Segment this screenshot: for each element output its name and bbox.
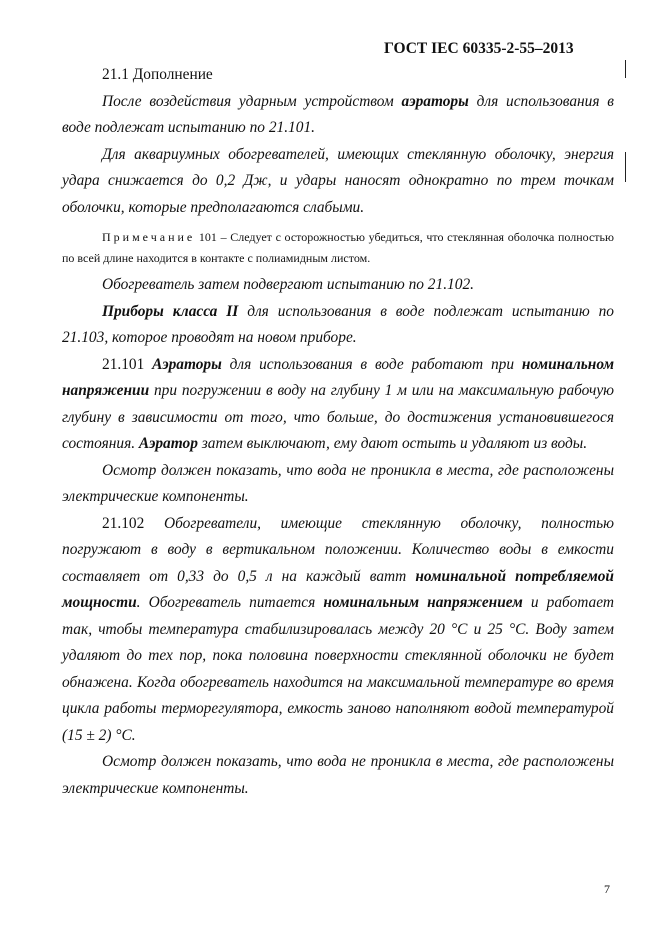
note: Примечание 101 – Следует с осторожностью убедиться, что стеклянная оболочка полностью по всей длине находится в контакте с полиамидным листом. bbox=[62, 230, 614, 265]
paragraph: Обогреватель затем подвергают испытанию по 21.102. bbox=[102, 276, 474, 293]
paragraph: Осмотр должен показать, что вода не проникла в места, где расположены электрические компоненты. bbox=[62, 753, 614, 797]
document-header: ГОСТ IEC 60335-2-55–2013 bbox=[384, 40, 574, 57]
document-body bbox=[62, 60, 614, 802]
paragraph: Для аквариумных обогревателей, имеющих стеклянную оболочку, энергия удара снижается до 0,2 Дж, и удары наносят однократно по трем точкам оболочки, которые предполагаются слабыми. bbox=[62, 145, 614, 216]
section-heading: 21.1 Дополнение bbox=[102, 66, 213, 83]
paragraph: 21.102 Обогреватели, имеющие стеклянную оболочку, полностью погружают в воду в вертикальном положении. Количество воды в емкости составляет от 0,33 до 0,5 л на каждый ватт номинальной потребляемой мощности. Обогреватель питается номинальным напряжением и работает так, чтобы температура стабилизировалась между 20 °С и 25 °С. Воду затем удаляют до тех пор, пока половина поверхности стеклянной оболочки не будет обнажена. Когда обогреватель находится на максимальной температуре во время цикла работы терморегулятора, емкость заново наполняют водой температурой (15 ± 2) °С. bbox=[62, 514, 614, 744]
change-bar bbox=[625, 152, 626, 182]
change-bar bbox=[625, 60, 626, 78]
paragraph: 21.101 Аэраторы для использования в воде работают при номинальном напряжении при погружении в воду на глубину 1 м или на максимальную рабочую глубину в зависимости от того, что больше, до достижения установившегося состояния. Аэратор затем выключают, ему дают остыть и удаляют из воды. bbox=[62, 355, 615, 452]
paragraph: После воздействия ударным устройством аэраторы для использования в воде подлежат испытанию по 21.101. bbox=[62, 92, 614, 136]
page-number: 7 bbox=[604, 882, 610, 896]
paragraph: Приборы класса II для использования в воде подлежат испытанию по 21.103, которое проводят на новом приборе. bbox=[62, 302, 614, 346]
paragraph: Осмотр должен показать, что вода не проникла в места, где расположены электрические компоненты. bbox=[62, 461, 614, 505]
